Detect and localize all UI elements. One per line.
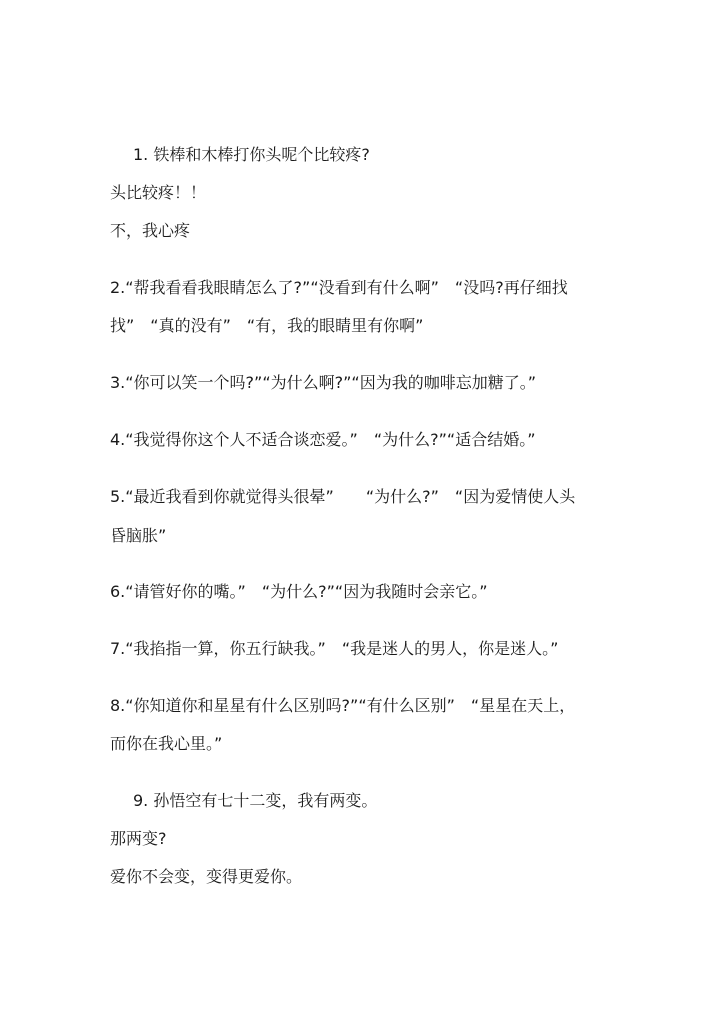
joke-7: 7.“我掐指一算，你五行缺我。” “我是迷人的男人，你是迷人。”: [110, 639, 559, 658]
joke-1-question: 1. 铁棒和木棒打你头呢个比较疼?: [133, 145, 370, 164]
joke-1-answer: 头比较疼！！: [110, 183, 207, 202]
joke-8-line-2: 而你在我心里。”: [110, 734, 223, 753]
joke-9-follow-up: 那两变?: [110, 829, 167, 848]
joke-2-line-1: 2.“帮我看看我眼睛怎么了?”“没看到有什么啊” “没吗?再仔细找: [110, 278, 568, 297]
joke-5-line-2: 昏脑胀”: [110, 526, 167, 545]
joke-6: 6.“请管好你的嘴。” “为什么?”“因为我随时会亲它。”: [110, 582, 488, 601]
joke-1-punchline: 不，我心疼: [110, 221, 191, 240]
joke-3: 3.“你可以笑一个吗?”“为什么啊?”“因为我的咖啡忘加糖了。”: [110, 373, 536, 392]
joke-2-line-2: 找” “真的没有” “有，我的眼睛里有你啊”: [110, 316, 424, 335]
joke-5-line-1: 5.“最近我看到你就觉得头很晕” “为什么?” “因为爱情使人头: [110, 487, 576, 506]
joke-8-line-1: 8.“你知道你和星星有什么区别吗?”“有什么区别” “星星在天上，: [110, 696, 576, 715]
joke-9-punchline: 爱你不会变，变得更爱你。: [110, 867, 303, 886]
joke-4: 4.“我觉得你这个人不适合谈恋爱。” “为什么?”“适合结婚。”: [110, 430, 536, 449]
joke-9-question: 9. 孙悟空有七十二变，我有两变。: [133, 791, 378, 810]
